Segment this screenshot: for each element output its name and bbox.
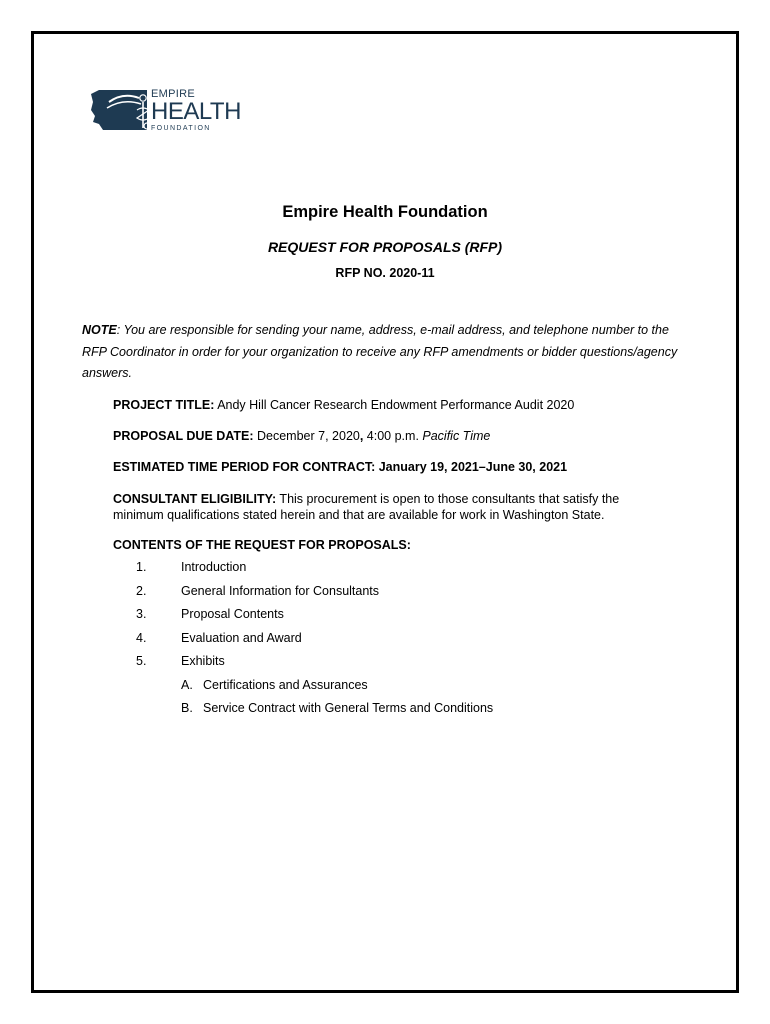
project-title-label: PROJECT TITLE:	[113, 398, 215, 412]
logo-health: HEALTH	[151, 98, 241, 125]
contract-period-field	[113, 459, 673, 475]
list-item-text: Exhibits	[181, 654, 225, 668]
list-item-text: General Information for Consultants	[181, 584, 380, 598]
list-item-text: Introduction	[181, 560, 247, 574]
note-paragraph	[82, 320, 682, 385]
due-date-field	[113, 428, 673, 444]
exhibit-text: Certifications and Assurances	[203, 678, 368, 692]
rfp-number: RFP NO. 2020-11	[335, 266, 435, 280]
project-title-value: Andy Hill Cancer Research Endowment Performance Audit 2020	[214, 398, 575, 412]
due-date-zone: Pacific Time	[422, 429, 491, 443]
contents-heading	[113, 537, 673, 553]
due-date-value: December 7, 2020	[253, 429, 360, 443]
due-date-label: PROPOSAL DUE DATE:	[113, 429, 254, 443]
contract-period-label: ESTIMATED TIME PERIOD FOR CONTRACT: January 19, 2021–June 30, 2021	[113, 460, 568, 474]
logo-empire: EMPIRE	[151, 88, 195, 100]
eligibility-value: This procurement is open to those consultants that satisfy the minimum qualifications stated herein and that are available for work in Washington State.	[113, 492, 620, 522]
list-item-text: Evaluation and Award	[181, 631, 302, 645]
list-item-number: 2.	[136, 584, 147, 598]
document-subtitle: REQUEST FOR PROPOSALS (RFP)	[267, 239, 503, 255]
eligibility-field	[113, 491, 673, 523]
exhibit-item	[181, 701, 493, 715]
exhibit-letter: A.	[181, 678, 193, 692]
logo-foundation: FOUNDATION	[151, 125, 211, 132]
washington-state-logo-icon	[89, 86, 151, 134]
exhibit-text: Service Contract with General Terms and Conditions	[203, 701, 494, 715]
list-item-number: 5.	[136, 654, 147, 668]
list-item-number: 1.	[136, 560, 147, 574]
list-item-number: 3.	[136, 607, 147, 621]
list-item-number: 4.	[136, 631, 147, 645]
note-text: : You are responsible for sending your name, address, e-mail address, and telephone number to the RFP Coordinator in order for your organization to receive any RFP amendments or bidder questions/agency answers.	[82, 323, 678, 380]
exhibit-letter: B.	[181, 701, 193, 715]
logo-wordmark	[151, 89, 241, 132]
note-label: NOTE	[82, 323, 117, 337]
list-item-text: Proposal Contents	[181, 607, 284, 621]
contents-label: CONTENTS OF THE REQUEST FOR PROPOSALS:	[113, 538, 411, 552]
project-title-field	[113, 397, 673, 413]
empire-health-logo	[89, 86, 249, 136]
due-date-time: 4:00 p.m.	[363, 429, 423, 443]
due-date-comma: ,	[359, 429, 364, 443]
eligibility-label: CONSULTANT ELIGIBILITY:	[113, 492, 277, 506]
exhibit-item	[181, 678, 368, 692]
document-title: Empire Health Foundation	[282, 203, 488, 221]
